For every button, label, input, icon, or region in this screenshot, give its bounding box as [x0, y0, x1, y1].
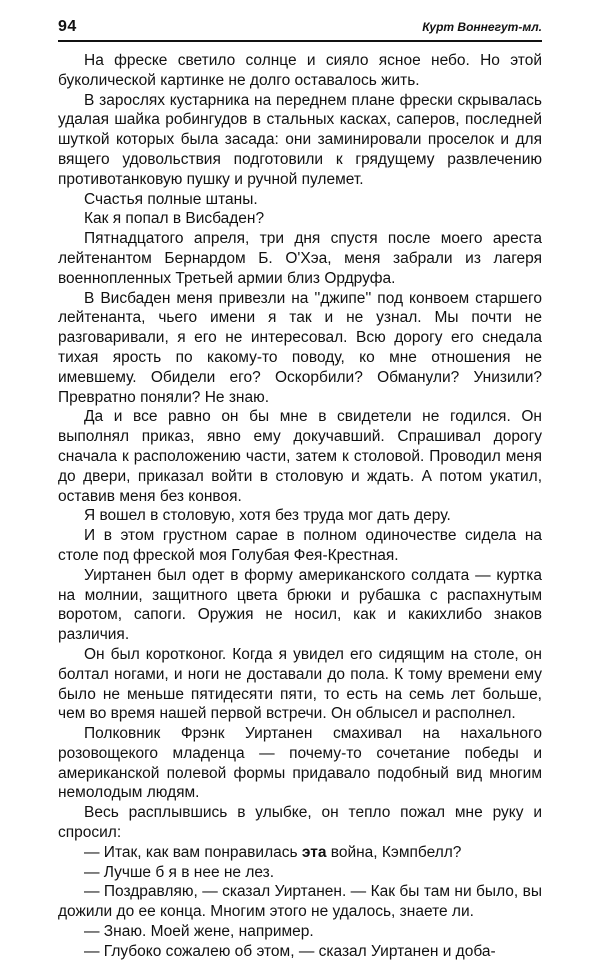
- running-title: Курт Воннегут-мл.: [422, 20, 542, 34]
- paragraph: В Висбаден меня привезли на ''джипе'' под конвоем старшего лейтенанта, чьего имени я так и не узнал. Мы почти не разговаривали, я его не интересовал. Всю дорогу его снедала тихая ярость по какому-то поводу, ко мне отношения не имевшему. Обидели его? Оскорбили? Обманули? Унизили? Превратно поняли? Не знаю.: [58, 289, 542, 406]
- paragraph: Весь расплывшись в улыбке, он тепло пожал мне руку и спросил:: [58, 804, 542, 842]
- paragraph: И в этом грустном сарае в полном одиночестве сидела на столе под фреской моя Голубая Фея-Крестная.: [58, 527, 542, 564]
- emphasized-word: эта: [301, 843, 327, 861]
- paragraph: На фреске светило солнце и сияло ясное небо. Но этой буколической картинке не долго оставалось жить.: [58, 52, 542, 89]
- paragraph: Он был коротконог. Когда я увидел его сидящим на столе, он болтал ногами, и ноги не доставали до пола. К тому времени ему было не меньше пятидесяти пяти, то есть на семь лет больше, чем во время нашей первой встречи. Он облысел и располнел.: [58, 645, 542, 723]
- book-page: [58, 18, 542, 962]
- dialogue-text: война, Кэмпбелл?: [326, 843, 462, 861]
- dialogue-text: — Итак, как вам понравилась: [84, 843, 302, 861]
- paragraph: Я вошел в столовую, хотя без труда мог дать деру.: [84, 507, 451, 525]
- dialogue-line: — Поздравляю, — сказал Уиртанен. — Как бы там ни было, вы дожили до ее конца. Многим этого не удалось, знаете ли.: [58, 883, 542, 921]
- paragraph: В зарослях кустарника на переднем плане фрески скрывалась удалая шайка робингудов в стальных касках, саперов, последней шуткой которых была засада: они заминировали проселок и для вящего удовольствия подготовили к грядущему развлечению противотанковую пушку и ручной пулемет.: [58, 91, 542, 188]
- page-header: [58, 18, 542, 42]
- dialogue-line: — Знаю. Моей жене, например.: [84, 923, 314, 941]
- paragraph: Полковник Фрэнк Уиртанен смахивал на нахального розовощекого младенца — почему-то сочетание победы и американской полевой формы придавало подобный вид многим немолодым людям.: [58, 725, 542, 802]
- paragraph: Как я попал в Висбаден?: [84, 210, 265, 228]
- paragraph: Пятнадцатого апреля, три дня спустя после моего ареста лейтенантом Бернардом Б. О'Хэа, меня забрали из лагеря военнопленных Третьей армии близ Ордруфа.: [58, 230, 542, 287]
- dialogue-line: — Лучше б я в нее не лез.: [84, 863, 275, 881]
- paragraph: Да и все равно он бы мне в свидетели не годился. Он выполнял приказ, явно ему докучавший. Спрашивал дорогу сначала к расположению части, затем к столовой. Проводил меня до двери, приказал войти в столовую и ждать. А потом укатил, оставив меня без конвоя.: [58, 408, 542, 505]
- dialogue-line: [58, 843, 542, 863]
- dialogue-line: — Глубоко сожалею об этом, — сказал Уиртанен и доба-: [84, 942, 496, 960]
- paragraph: Уиртанен был одет в форму американского солдата — куртка на молнии, защитного цвета брюки и рубашка с распахнутым воротом, сапоги. Оружия не носил, как и какихлибо знаков различия.: [58, 566, 542, 644]
- paragraph: Счастья полные штаны.: [84, 190, 258, 208]
- page-number: 94: [58, 18, 77, 35]
- body-text: [58, 51, 542, 962]
